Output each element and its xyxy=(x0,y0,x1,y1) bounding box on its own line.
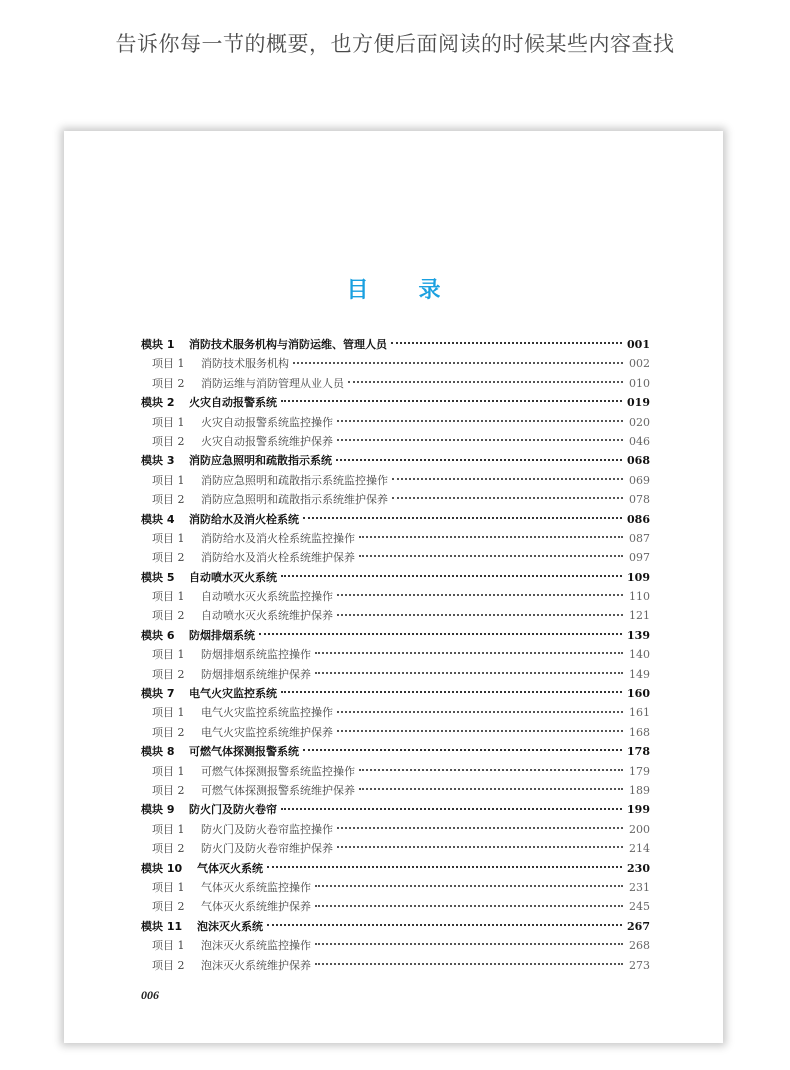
dot-leader xyxy=(315,943,623,945)
toc-entry-page: 168 xyxy=(629,725,650,739)
toc-entry-label: 模块 4 xyxy=(141,512,175,526)
toc-entry-page: 087 xyxy=(629,531,650,545)
toc-entry-page: 068 xyxy=(627,454,650,468)
toc-entry-text: 自动喷水灭火系统监控操作 xyxy=(201,590,333,604)
toc-entry-label: 项目 1 xyxy=(152,880,185,894)
toc-entry-text: 防烟排烟系统维护保养 xyxy=(201,667,311,681)
dot-leader xyxy=(281,691,622,693)
toc-entry-text: 火灾自动报警系统监控操作 xyxy=(201,415,333,429)
dot-leader xyxy=(337,846,623,848)
dot-leader xyxy=(267,924,622,926)
toc-entry-label: 项目 1 xyxy=(152,357,185,371)
toc-entry-page: 268 xyxy=(629,939,650,953)
toc-entry-page: 046 xyxy=(629,434,650,448)
toc-item-row[interactable] xyxy=(141,587,650,606)
toc-entry-label: 项目 2 xyxy=(152,609,185,623)
toc-item-row[interactable] xyxy=(141,781,650,800)
dot-leader xyxy=(315,905,623,907)
toc-entry-label: 项目 1 xyxy=(152,822,185,836)
toc-entry-text: 气体灭火系统 xyxy=(197,861,263,875)
toc-entry-page: 161 xyxy=(629,706,650,720)
dot-leader xyxy=(337,614,623,616)
toc-entry-label: 模块 2 xyxy=(141,396,175,410)
toc-item-row[interactable] xyxy=(141,529,650,548)
dot-leader xyxy=(359,788,623,790)
toc-entry-page: 010 xyxy=(629,376,650,390)
dot-leader xyxy=(337,420,623,422)
dot-leader xyxy=(337,730,623,732)
toc-module-row[interactable] xyxy=(141,800,650,819)
toc-entry-page: 139 xyxy=(627,628,650,642)
dot-leader xyxy=(359,536,623,538)
toc-title: 目录 xyxy=(346,278,491,303)
toc-entry-label: 项目 1 xyxy=(152,939,185,953)
toc-entry-page: 179 xyxy=(629,764,650,778)
toc-entry-text: 电气火灾监控系统维护保养 xyxy=(201,725,333,739)
toc-entry-text: 可燃气体探测报警系统维护保养 xyxy=(201,783,355,797)
toc-entry-label: 项目 2 xyxy=(152,842,185,856)
toc-entry-text: 防火门及防火卷帘 xyxy=(189,803,277,817)
dot-leader xyxy=(315,885,623,887)
toc-item-row[interactable] xyxy=(141,471,650,490)
toc-item-row[interactable] xyxy=(141,645,650,664)
toc-item-row[interactable] xyxy=(141,878,650,897)
toc-module-row[interactable] xyxy=(141,451,650,470)
dot-leader xyxy=(337,711,623,713)
toc-entry-text: 消防给水及消火栓系统维护保养 xyxy=(201,551,355,565)
toc-entry-text: 泡沫灭火系统维护保养 xyxy=(201,958,311,972)
toc-item-row[interactable] xyxy=(141,762,650,781)
toc-entry-text: 防烟排烟系统监控操作 xyxy=(201,648,311,662)
toc-entry-text: 消防给水及消火栓系统监控操作 xyxy=(201,531,355,545)
toc-entry-label: 项目 1 xyxy=(152,706,185,720)
toc-entry-label: 项目 1 xyxy=(152,473,185,487)
toc-entry-label: 模块 11 xyxy=(141,919,183,933)
toc-entry-label: 项目 2 xyxy=(152,551,185,565)
dot-leader xyxy=(359,769,623,771)
toc-entry-label: 项目 1 xyxy=(152,415,185,429)
toc-entry-page: 140 xyxy=(629,648,650,662)
dot-leader xyxy=(259,633,622,635)
toc-entry-page: 069 xyxy=(629,473,650,487)
toc-item-row[interactable] xyxy=(141,956,650,975)
toc-entry-page: 019 xyxy=(627,396,650,410)
toc-entry-page: 230 xyxy=(627,861,650,875)
toc-module-row[interactable] xyxy=(141,510,650,529)
toc-item-row[interactable] xyxy=(141,820,650,839)
toc-module-row[interactable] xyxy=(141,568,650,587)
toc-entry-label: 模块 6 xyxy=(141,628,175,642)
toc-module-row[interactable] xyxy=(141,859,650,878)
toc-entry-text: 自动喷水灭火系统 xyxy=(189,570,277,584)
toc-entry-label: 项目 1 xyxy=(152,590,185,604)
toc-entry-text: 泡沫灭火系统监控操作 xyxy=(201,939,311,953)
toc-item-row[interactable] xyxy=(141,936,650,955)
toc-entry-page: 109 xyxy=(627,570,650,584)
toc-entry-page: 121 xyxy=(629,609,650,623)
dot-leader xyxy=(303,517,622,519)
toc-item-row[interactable] xyxy=(141,723,650,742)
dot-leader xyxy=(392,478,623,480)
toc-entry-text: 火灾自动报警系统 xyxy=(189,396,277,410)
toc-entry-text: 消防给水及消火栓系统 xyxy=(189,512,299,526)
toc-entry-label: 项目 2 xyxy=(152,376,185,390)
toc-entry-label: 项目 2 xyxy=(152,725,185,739)
toc-entry-text: 火灾自动报警系统维护保养 xyxy=(201,434,333,448)
toc-entry-text: 消防应急照明和疏散指示系统维护保养 xyxy=(201,493,388,507)
toc-item-row[interactable] xyxy=(141,490,650,509)
table-of-contents xyxy=(141,335,650,975)
dot-leader xyxy=(281,575,622,577)
toc-entry-page: 231 xyxy=(629,880,650,894)
toc-entry-page: 200 xyxy=(629,822,650,836)
dot-leader xyxy=(391,342,622,344)
toc-entry-label: 项目 1 xyxy=(152,531,185,545)
dot-leader xyxy=(293,362,623,364)
toc-entry-page: 110 xyxy=(629,590,650,604)
toc-module-row[interactable] xyxy=(141,335,650,354)
toc-entry-label: 模块 5 xyxy=(141,570,175,584)
dot-leader xyxy=(348,381,623,383)
toc-module-row[interactable] xyxy=(141,626,650,645)
dot-leader xyxy=(315,672,623,674)
toc-item-row[interactable] xyxy=(141,354,650,373)
toc-entry-label: 项目 1 xyxy=(152,764,185,778)
toc-entry-text: 消防技术服务机构与消防运维、管理人员 xyxy=(189,338,387,351)
toc-entry-label: 模块 1 xyxy=(141,338,175,351)
toc-entry-text: 防火门及防火卷帘监控操作 xyxy=(201,822,333,836)
toc-entry-label: 项目 2 xyxy=(152,900,185,914)
toc-entry-page: 097 xyxy=(629,551,650,565)
toc-entry-text: 防火门及防火卷帘维护保养 xyxy=(201,842,333,856)
toc-entry-page: 273 xyxy=(629,958,650,972)
toc-entry-page: 178 xyxy=(627,745,650,759)
dot-leader xyxy=(392,497,623,499)
dot-leader xyxy=(359,555,623,557)
toc-module-row[interactable] xyxy=(141,393,650,412)
dot-leader xyxy=(337,594,623,596)
toc-entry-text: 自动喷水灭火系统维护保养 xyxy=(201,609,333,623)
toc-entry-page: 149 xyxy=(629,667,650,681)
dot-leader xyxy=(337,439,623,441)
toc-entry-label: 模块 9 xyxy=(141,803,175,817)
dot-leader xyxy=(315,963,623,965)
toc-item-row[interactable] xyxy=(141,374,650,393)
toc-item-row[interactable] xyxy=(141,548,650,567)
dot-leader xyxy=(281,808,622,810)
toc-entry-page: 267 xyxy=(627,919,650,933)
toc-entry-label: 模块 8 xyxy=(141,745,175,759)
dot-leader xyxy=(337,827,623,829)
toc-entry-text: 可燃气体探测报警系统 xyxy=(189,745,299,759)
dot-leader xyxy=(315,652,623,654)
toc-entry-page: 086 xyxy=(627,512,650,526)
toc-item-row[interactable] xyxy=(141,839,650,858)
dot-leader xyxy=(336,459,622,461)
dot-leader xyxy=(303,749,622,751)
toc-item-row[interactable] xyxy=(141,703,650,722)
toc-item-row[interactable] xyxy=(141,606,650,625)
toc-entry-label: 项目 2 xyxy=(152,434,185,448)
toc-entry-text: 防烟排烟系统 xyxy=(189,628,255,642)
toc-item-row[interactable] xyxy=(141,665,650,684)
toc-entry-text: 电气火灾监控系统 xyxy=(189,687,277,701)
toc-entry-text: 消防技术服务机构 xyxy=(201,357,289,371)
toc-entry-label: 模块 3 xyxy=(141,454,175,468)
toc-entry-page: 001 xyxy=(627,338,650,351)
toc-entry-label: 项目 2 xyxy=(152,667,185,681)
toc-entry-page: 245 xyxy=(629,900,650,914)
toc-entry-page: 078 xyxy=(629,493,650,507)
toc-entry-label: 项目 2 xyxy=(152,783,185,797)
page-number: 006 xyxy=(141,988,159,1002)
dot-leader xyxy=(281,400,622,402)
toc-entry-page: 199 xyxy=(627,803,650,817)
promo-caption: 告诉你每一节的概要，也方便后面阅读的时候某些内容查找 xyxy=(115,32,675,56)
toc-item-row[interactable] xyxy=(141,897,650,916)
toc-entry-page: 214 xyxy=(629,842,650,856)
toc-entry-label: 项目 2 xyxy=(152,958,185,972)
toc-entry-text: 消防应急照明和疏散指示系统监控操作 xyxy=(201,473,388,487)
toc-entry-page: 020 xyxy=(629,415,650,429)
toc-entry-page: 160 xyxy=(627,687,650,701)
toc-entry-text: 气体灭火系统维护保养 xyxy=(201,900,311,914)
toc-entry-text: 消防运维与消防管理从业人员 xyxy=(201,376,344,390)
toc-module-row[interactable] xyxy=(141,917,650,936)
toc-entry-label: 模块 7 xyxy=(141,687,175,701)
toc-entry-page: 002 xyxy=(629,357,650,371)
toc-entry-label: 项目 1 xyxy=(152,648,185,662)
toc-entry-text: 电气火灾监控系统监控操作 xyxy=(201,706,333,720)
toc-module-row[interactable] xyxy=(141,684,650,703)
toc-item-row[interactable] xyxy=(141,413,650,432)
toc-item-row[interactable] xyxy=(141,432,650,451)
toc-entry-label: 模块 10 xyxy=(141,861,183,875)
toc-entry-text: 消防应急照明和疏散指示系统 xyxy=(189,454,332,468)
toc-module-row[interactable] xyxy=(141,742,650,761)
toc-entry-page: 189 xyxy=(629,783,650,797)
toc-entry-text: 泡沫灭火系统 xyxy=(197,919,263,933)
toc-entry-text: 气体灭火系统监控操作 xyxy=(201,880,311,894)
dot-leader xyxy=(267,866,622,868)
toc-entry-text: 可燃气体探测报警系统监控操作 xyxy=(201,764,355,778)
book-page xyxy=(64,131,723,1043)
toc-entry-label: 项目 2 xyxy=(152,493,185,507)
